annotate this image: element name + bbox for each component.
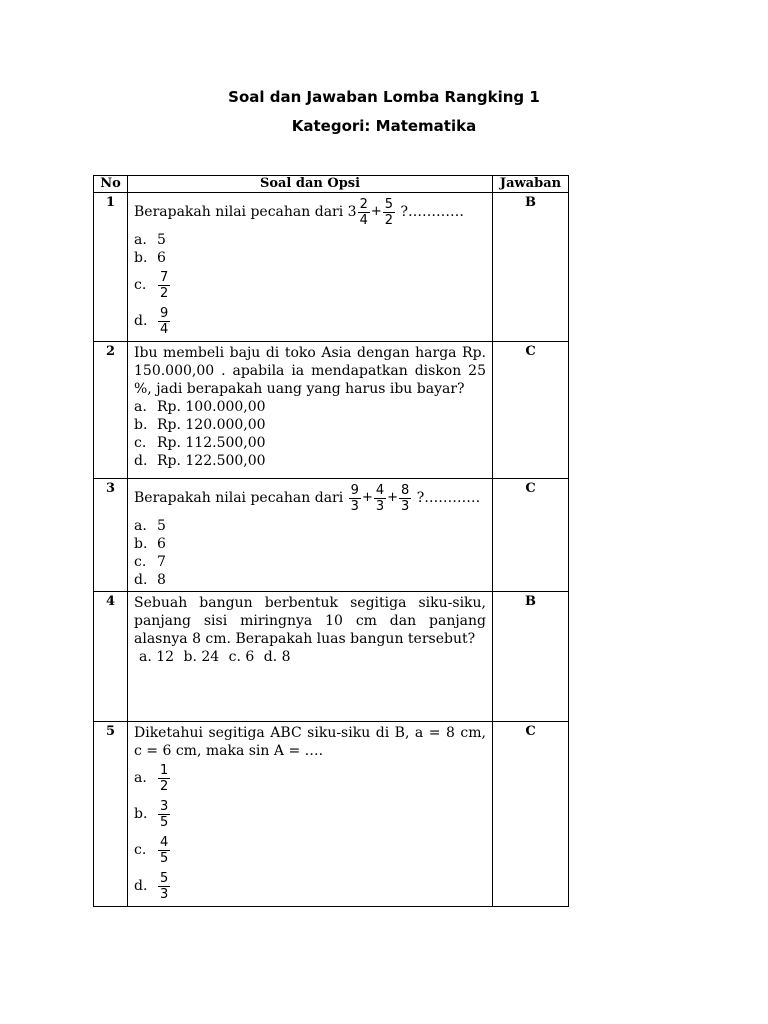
question-table	[93, 175, 569, 907]
document-category: Kategori: Matematika	[291, 117, 477, 135]
option-b: b. Rp. 120.000,00	[134, 417, 266, 433]
option-a: a. $\frac{1}{2}$	[134, 762, 169, 794]
fraction: $\frac{5}{2}$	[384, 196, 394, 228]
answer-cell: C	[493, 342, 569, 479]
question-cell	[128, 592, 493, 722]
question-number: 2	[94, 342, 128, 479]
question-text: Sebuah bangun berbentuk segitiga siku-siku, panjang sisi miringnya 10 cm dan panjang alasnya 8 cm. Berapakah luas bangun tersebut?	[134, 595, 486, 647]
question-prefix: Berapakah nilai pecahan dari	[134, 490, 348, 506]
question-number: 5	[94, 722, 128, 907]
option-d: d. $\frac{5}{3}$	[134, 870, 169, 902]
question-number: 1	[94, 193, 128, 342]
answer-cell: C	[493, 722, 569, 907]
question-text	[134, 195, 486, 229]
answer-cell: C	[493, 479, 569, 592]
question-suffix: ?…………	[396, 204, 465, 220]
option-a: a. 5	[134, 518, 166, 534]
answer-cell: B	[493, 193, 569, 342]
question-cell	[128, 722, 493, 907]
option-a: a. Rp. 100.000,00	[134, 399, 266, 415]
option-b: b. $\frac{3}{5}$	[134, 798, 169, 830]
table-row	[94, 722, 569, 907]
question-text: Ibu membeli baju di toko Asia dengan harga Rp. 150.000,00 . apabila ia mendapatkan diskon 25 %, jadi berapakah uang yang harus ibu bayar?	[134, 345, 486, 397]
document-title: Soal dan Jawaban Lomba Rangking 1	[228, 88, 540, 106]
fraction: $\frac{9}{3}$	[350, 482, 359, 514]
option-b: b. 6	[134, 536, 166, 552]
table-row	[94, 479, 569, 592]
fraction: $\frac{4}{3}$	[375, 482, 385, 514]
plus-sign: +	[361, 490, 373, 505]
table-row	[94, 592, 569, 722]
table-header-row	[94, 176, 569, 193]
question-cell	[128, 193, 493, 342]
option-d: d. 8	[134, 572, 166, 588]
question-cell	[128, 342, 493, 479]
question-cell	[128, 479, 493, 592]
header-question: Soal dan Opsi	[128, 176, 493, 193]
question-suffix: ?…………	[412, 490, 481, 506]
plus-sign: +	[387, 490, 399, 505]
question-number: 3	[94, 479, 128, 592]
question-number: 4	[94, 592, 128, 722]
option-d: d. $\frac{9}{4}$	[134, 305, 169, 337]
option-a: a. 5	[134, 232, 166, 248]
fraction: $\frac{8}{3}$	[401, 482, 410, 514]
option-c: c. 6	[228, 649, 255, 665]
option-a: a. 12	[139, 649, 175, 665]
option-c: c. 7	[134, 554, 166, 570]
plus-sign: +	[370, 204, 382, 219]
question-text: Diketahui segitiga ABC siku-siku di B, a = 8 cm, c = 6 cm, maka sin A = ….	[134, 725, 486, 759]
table-row	[94, 193, 569, 342]
option-b: b. 24	[183, 649, 220, 665]
answer-cell: B	[493, 592, 569, 722]
table-row	[94, 342, 569, 479]
question-text	[134, 481, 486, 515]
option-c: c. Rp. 112.500,00	[134, 435, 266, 451]
option-c: c. $\frac{4}{5}$	[134, 834, 169, 866]
fraction: $\frac{2}{4}$	[359, 196, 368, 228]
question-prefix: Berapakah nilai pecahan dari 3	[134, 204, 357, 220]
option-c: c. $\frac{7}{2}$	[134, 269, 169, 301]
option-d: d. 8	[263, 649, 291, 665]
header-no: No	[94, 176, 128, 193]
option-b: b. 6	[134, 250, 166, 266]
header-answer: Jawaban	[493, 176, 569, 193]
option-d: d. Rp. 122.500,00	[134, 453, 266, 469]
